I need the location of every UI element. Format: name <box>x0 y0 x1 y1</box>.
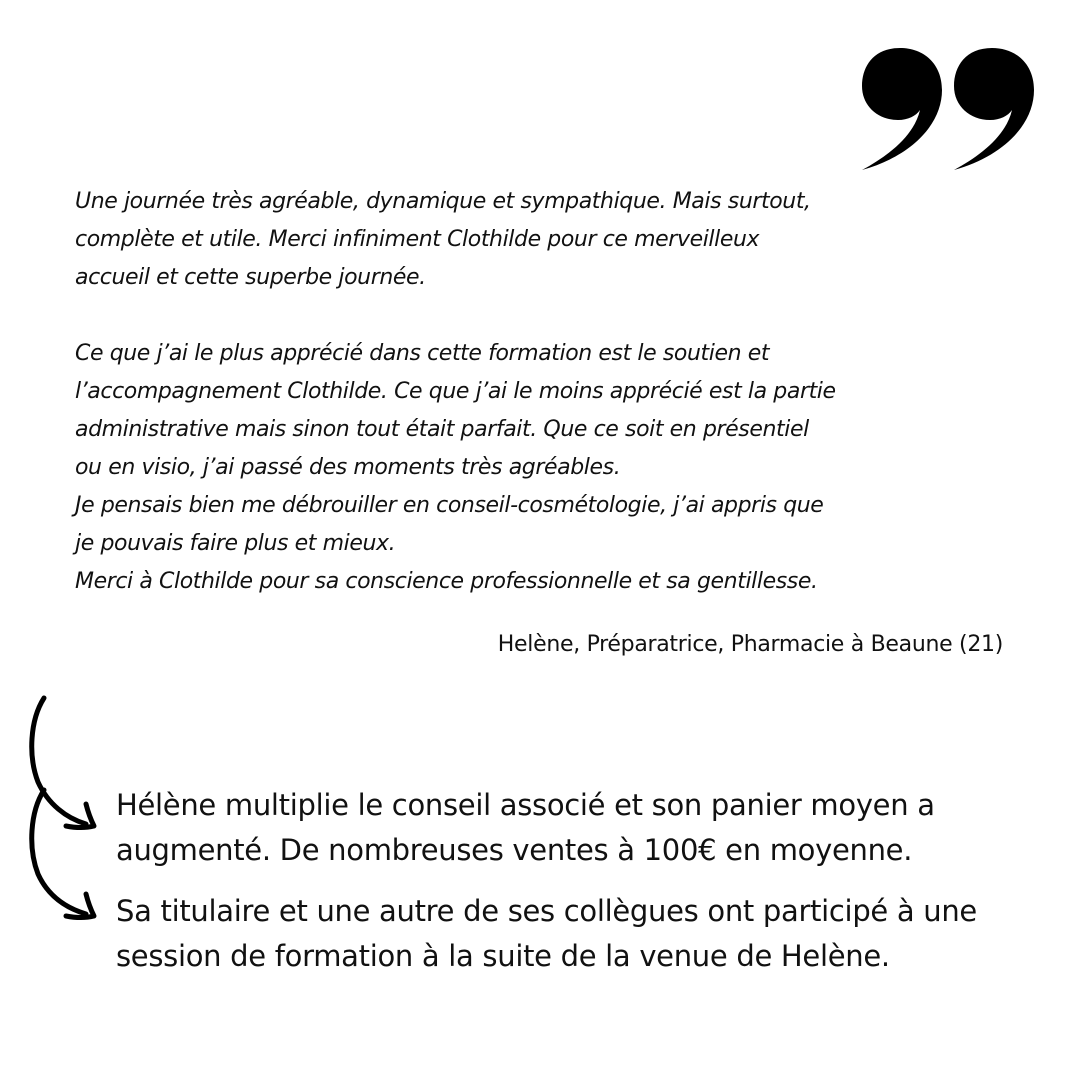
quote-line: Ce que j’ai le plus apprécié dans cette formation est le soutien et <box>75 341 770 366</box>
outcome-line: session de formation à la suite de la venue de Helène. <box>116 939 890 973</box>
quote-line: ou en visio, j’ai passé des moments très agréables. <box>75 455 621 480</box>
quote-line: Merci à Clothilde pour sa conscience professionnelle et sa gentillesse. <box>75 569 818 594</box>
quote-line: je pouvais faire plus et mieux. <box>75 531 396 556</box>
outcome-line: augmenté. De nombreuses ventes à 100€ en moyenne. <box>116 833 913 867</box>
outcome-item <box>116 783 1016 873</box>
testimonial-quote <box>75 183 955 601</box>
outcome-line: Sa titulaire et une autre de ses collègues ont participé à une <box>116 894 977 928</box>
quote-line: accueil et cette superbe journée. <box>75 265 426 290</box>
quote-paragraph <box>75 335 955 601</box>
outcome-item <box>116 889 1016 979</box>
quote-line: administrative mais sinon tout était parfait. Que ce soit en présentiel <box>75 417 809 442</box>
quote-line: l’accompagnement Clothilde. Ce que j’ai le moins apprécié est la partie <box>75 379 836 404</box>
quote-attribution: Helène, Préparatrice, Pharmacie à Beaune (21) <box>497 632 1003 657</box>
quote-paragraph <box>75 183 955 297</box>
quote-line: Je pensais bien me débrouiller en conseil-cosmétologie, j’ai appris que <box>75 493 824 518</box>
quote-line: complète et utile. Merci infiniment Clothilde pour ce merveilleux <box>75 227 760 252</box>
outcome-line: Hélène multiplie le conseil associé et son panier moyen a <box>116 788 935 822</box>
curved-arrow-icon <box>24 786 104 926</box>
quote-line: Une journée très agréable, dynamique et sympathique. Mais surtout, <box>75 189 811 214</box>
closing-quote-icon <box>858 44 1036 172</box>
paragraph-spacer <box>75 297 955 335</box>
